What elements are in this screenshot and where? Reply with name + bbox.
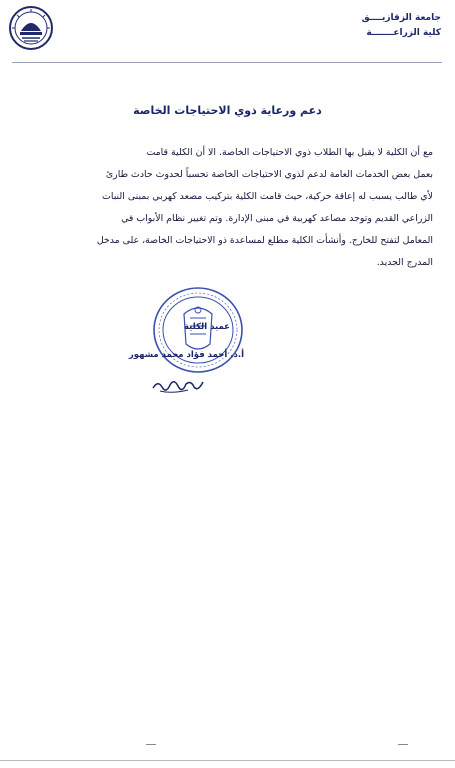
header-divider bbox=[12, 62, 442, 63]
signatory-name: أ.د. أحمد فؤاد محمد مشهور bbox=[128, 350, 244, 360]
body-line-5: المعامل لتفتح للخارج. وأنشأت الكلية مطلع لمساعدة ذو الاحتياجات الخاصة، على مدخل bbox=[96, 235, 433, 246]
document-body bbox=[15, 142, 433, 274]
body-line-1: مع أن الكلية لا يقبل بها الطلاب ذوي الاحتياجات الخاصة. الا أن الكلية قامت bbox=[146, 147, 433, 158]
letterhead bbox=[0, 0, 455, 56]
body-line-2: بعمل بعض الخدمات العامة لدعم لذوي الاحتياجات الخاصة تحسباً لحدوث حادث طارئ bbox=[105, 169, 433, 180]
faculty-name: كلية الزراعـــــــة bbox=[366, 28, 441, 38]
signatory-title: عميد الكلية bbox=[184, 322, 230, 332]
footer-divider bbox=[0, 760, 455, 761]
document-title: دعم ورعاية ذوي الاحتياجات الخاصة bbox=[133, 104, 322, 117]
body-line-4: الزراعي القديم وتوجد مصاعد كهربية في مبنى الإدارة. وتم تغيير نظام الأبواب في bbox=[121, 213, 433, 224]
handwritten-signature-icon bbox=[150, 372, 206, 398]
scan-mark bbox=[146, 744, 156, 745]
scan-mark bbox=[398, 744, 408, 745]
university-logo-icon bbox=[8, 5, 54, 51]
letterhead-text bbox=[362, 11, 441, 41]
university-name: جامعة الزقازيــــق bbox=[361, 13, 441, 23]
body-line-6: المدرج الجديد. bbox=[376, 257, 433, 268]
body-line-3: لأي طالب يسبب له إعاقة حركية، حيث قامت الكلية بتركيب مصعد كهربي بمبنى النبات bbox=[102, 191, 433, 202]
